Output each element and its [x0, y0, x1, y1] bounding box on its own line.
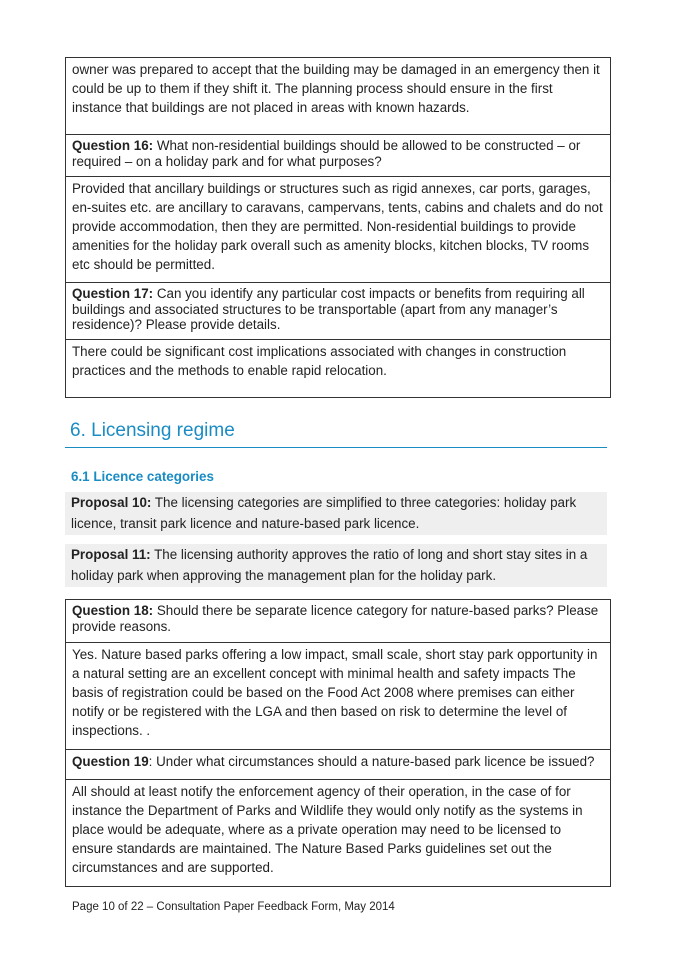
section-heading: 6. Licensing regime — [70, 420, 235, 441]
proposal-10 — [65, 492, 607, 535]
question-17-text: Can you identify any particular cost impacts or benefits from requiring all buildings and associated structures to be transportable (apart from any manager’s residence)? Please provide details. — [72, 286, 585, 332]
proposal-11-label: Proposal 11: — [71, 547, 151, 562]
question-18 — [66, 600, 610, 642]
question-19-label: Question 19 — [72, 754, 149, 769]
feedback-table-2 — [65, 599, 611, 887]
question-17 — [66, 282, 610, 339]
answer-continued: owner was prepared to accept that the building may be damaged in an emergency then it could be up to them if they shift it. The planning process should ensure in the first instance that buildings are not placed in areas with known hazards. — [72, 62, 600, 115]
question-16-text: What non-residential buildings should be allowed to be constructed – or required – on a holiday park and for what purposes? — [72, 138, 581, 169]
proposal-10-label: Proposal 10: — [71, 495, 152, 510]
proposal-11-text: The licensing authority approves the ratio of long and short stay sites in a holiday park when approving the management plan for the holiday park. — [71, 547, 588, 583]
question-19 — [66, 749, 610, 779]
feedback-table-1 — [65, 57, 611, 398]
question-18-label: Question 18: — [72, 603, 154, 618]
page-footer: Page 10 of 22 – Consultation Paper Feedback Form, May 2014 — [72, 901, 395, 913]
answer-19[interactable]: All should at least notify the enforcement agency of their operation, in the case of for instance the Department of Parks and Wildlife they would only notify as the systems in place would be adequate, where as a private operation may need to be licensed to ensure standards are maintained. The Nature Based Parks guidelines set out the circumstances and are supported. — [66, 779, 610, 886]
proposal-11 — [65, 544, 607, 587]
question-19-text: : Under what circumstances should a nature-based park licence be issued? — [148, 754, 595, 769]
answer-17[interactable]: There could be significant cost implications associated with changes in construction practices and the methods to enable rapid relocation. — [66, 339, 610, 397]
section-rule — [65, 447, 607, 448]
answer-18[interactable]: Yes. Nature based parks offering a low impact, small scale, short stay park opportunity in a natural setting are an excellent concept with minimal health and safety impacts The basis of registration could be based on the Food Act 2008 where premises can either notify or be registered with the LGA and then based on risk to determine the level of inspections. . — [66, 642, 610, 749]
answer-16[interactable]: Provided that ancillary buildings or structures such as rigid annexes, car ports, garages, en-suites etc. are ancillary to caravans, campervans, tents, cabins and chalets and do not provide accommodation, then they are permitted. Non-residential buildings to provide amenities for the holiday park overall such as amenity blocks, kitchen blocks, TV rooms etc should be permitted. — [66, 176, 610, 282]
question-16-label: Question 16: — [72, 138, 154, 153]
proposal-10-text: The licensing categories are simplified to three categories: holiday park licence, transit park licence and nature-based park licence. — [71, 495, 577, 531]
question-16 — [66, 134, 610, 176]
question-17-label: Question 17: — [72, 286, 154, 301]
question-18-text: Should there be separate licence category for nature-based parks? Please provide reasons. — [72, 603, 599, 634]
subsection-heading: 6.1 Licence categories — [71, 469, 214, 484]
